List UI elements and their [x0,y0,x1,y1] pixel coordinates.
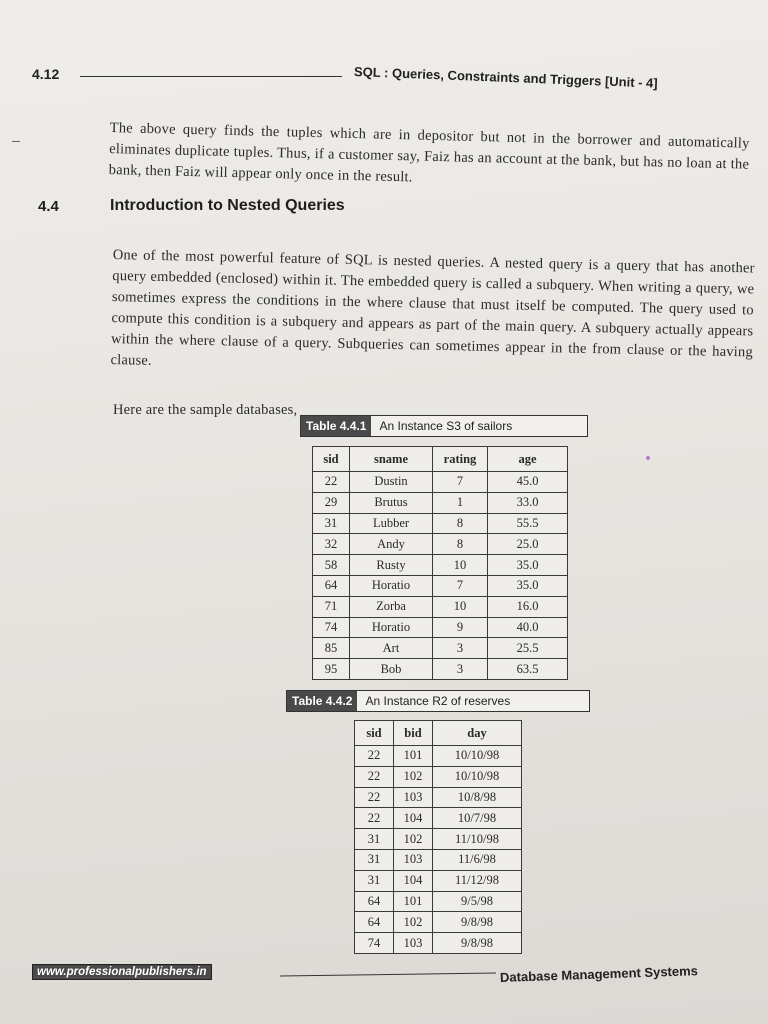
cell-bid: 102 [394,829,433,850]
column-header: sid [313,447,350,472]
cell-rating: 7 [433,575,488,596]
section-number: 4.4 [38,198,59,215]
table-header-row [313,447,568,472]
cell-sname: Dustin [350,472,433,493]
cell-age: 25.0 [488,534,568,555]
cell-day: 11/12/98 [433,870,522,891]
table-row [313,555,568,576]
intro-paragraph: The above query finds the tuples which are in depositor but not in the borrower and automatically eliminates duplicate tuples. Thus, if a customer say, Faiz has an account at the bank, but has no loan at the bank, then Faiz will appear only once in the result. [108,119,750,185]
cell-sid: 58 [313,555,350,576]
reserves-table [354,720,522,954]
cell-bid: 103 [394,849,433,870]
cell-sid: 64 [355,891,394,912]
margin-mark [12,141,20,142]
cell-bid: 102 [394,766,433,787]
cell-sid: 22 [355,766,394,787]
table-row [313,659,568,680]
cell-sid: 32 [313,534,350,555]
table2-caption-text: An Instance R2 of reserves [365,694,511,708]
cell-age: 45.0 [488,472,568,493]
cell-bid: 101 [394,891,433,912]
cell-age: 35.0 [488,575,568,596]
cell-sid: 31 [355,870,394,891]
cell-rating: 1 [433,492,488,513]
table-row [313,492,568,513]
running-title: SQL : Queries, Constraints and Triggers [353,64,602,89]
table-row [313,596,568,617]
table1-caption-text: An Instance S3 of sailors [379,419,513,433]
cell-bid: 102 [394,912,433,933]
cell-sname: Rusty [350,555,433,576]
footer-rule [280,972,496,976]
cell-sid: 64 [355,912,394,933]
table-row [355,808,522,829]
cell-day: 11/6/98 [433,849,522,870]
column-header: day [433,721,522,746]
cell-sid: 22 [355,808,394,829]
table-row [355,891,522,912]
book-title: Database Management Systems [499,963,699,985]
cell-sid: 95 [313,659,350,680]
cell-bid: 103 [394,933,433,954]
table-row [355,912,522,933]
cell-sname: Art [350,638,433,659]
ink-dot [646,456,650,460]
cell-sname: Andy [350,534,433,555]
cell-rating: 3 [433,659,488,680]
column-header: age [488,447,568,472]
cell-sid: 64 [313,575,350,596]
table2-caption [286,690,590,712]
cell-sid: 29 [313,492,350,513]
cell-rating: 9 [433,617,488,638]
cell-rating: 3 [433,638,488,659]
table-row [313,638,568,659]
cell-rating: 10 [433,596,488,617]
table-row [313,472,568,493]
table-row [355,849,522,870]
cell-bid: 103 [394,787,433,808]
cell-rating: 7 [433,472,488,493]
table-row [313,513,568,534]
table-header-row [355,721,522,746]
cell-age: 16.0 [488,596,568,617]
cell-sid: 22 [355,746,394,767]
cell-age: 25.5 [488,638,568,659]
cell-age: 55.5 [488,513,568,534]
cell-day: 10/7/98 [433,808,522,829]
cell-sid: 31 [355,829,394,850]
table1-tag: Table 4.4.1 [301,416,371,436]
cell-day: 9/8/98 [433,912,522,933]
table-row [355,787,522,808]
table-row [313,575,568,596]
cell-sid: 22 [355,787,394,808]
cell-sid: 31 [355,849,394,870]
sample-databases-lead: Here are the sample databases, [113,401,298,418]
cell-sid: 74 [355,933,394,954]
column-header: bid [394,721,433,746]
cell-sid: 74 [313,617,350,638]
running-header [354,64,658,91]
cell-sid: 71 [313,596,350,617]
table-row [355,870,522,891]
cell-sid: 85 [313,638,350,659]
cell-sname: Lubber [350,513,433,534]
cell-sname: Zorba [350,596,433,617]
cell-sname: Horatio [350,575,433,596]
header-rule [80,76,342,77]
cell-sname: Bob [350,659,433,680]
column-header: sname [350,447,433,472]
column-header: sid [355,721,394,746]
page-number: 4.12 [32,66,60,82]
table-row [313,534,568,555]
unit-label: [Unit - 4] [604,73,658,91]
section-title: Introduction to Nested Queries [110,197,345,214]
cell-day: 10/8/98 [433,787,522,808]
cell-age: 33.0 [488,492,568,513]
sailors-table [312,446,568,680]
cell-sid: 22 [313,472,350,493]
table1-caption [300,415,588,437]
table-row [355,766,522,787]
cell-bid: 104 [394,808,433,829]
cell-bid: 104 [394,870,433,891]
cell-rating: 10 [433,555,488,576]
cell-age: 35.0 [488,555,568,576]
cell-rating: 8 [433,513,488,534]
table-row [355,933,522,954]
cell-age: 40.0 [488,617,568,638]
table-row [313,617,568,638]
cell-day: 10/10/98 [433,766,522,787]
publisher-website: www.professionalpublishers.in [32,964,212,980]
cell-day: 9/8/98 [433,933,522,954]
cell-bid: 101 [394,746,433,767]
cell-rating: 8 [433,534,488,555]
cell-day: 11/10/98 [433,829,522,850]
cell-day: 10/10/98 [433,746,522,767]
cell-age: 63.5 [488,659,568,680]
cell-sname: Horatio [350,617,433,638]
table2-tag: Table 4.4.2 [287,691,357,711]
table-row [355,829,522,850]
cell-sname: Brutus [350,492,433,513]
cell-day: 9/5/98 [433,891,522,912]
column-header: rating [433,447,488,472]
cell-sid: 31 [313,513,350,534]
section-paragraph: One of the most powerful feature of SQL is nested queries. A nested query is a query that has another query embedded (enclosed) within it. The embedded query is called a subquery. When writing a query, we sometimes express the conditions in the where clause that must itself be computed. The query used to compute this condition is a subquery and appears as part of the main query. A subquery actually appears within the where clause of a query. Subqueries can sometimes appear in the from clause or the having clause. [110,246,755,369]
table-row [355,746,522,767]
